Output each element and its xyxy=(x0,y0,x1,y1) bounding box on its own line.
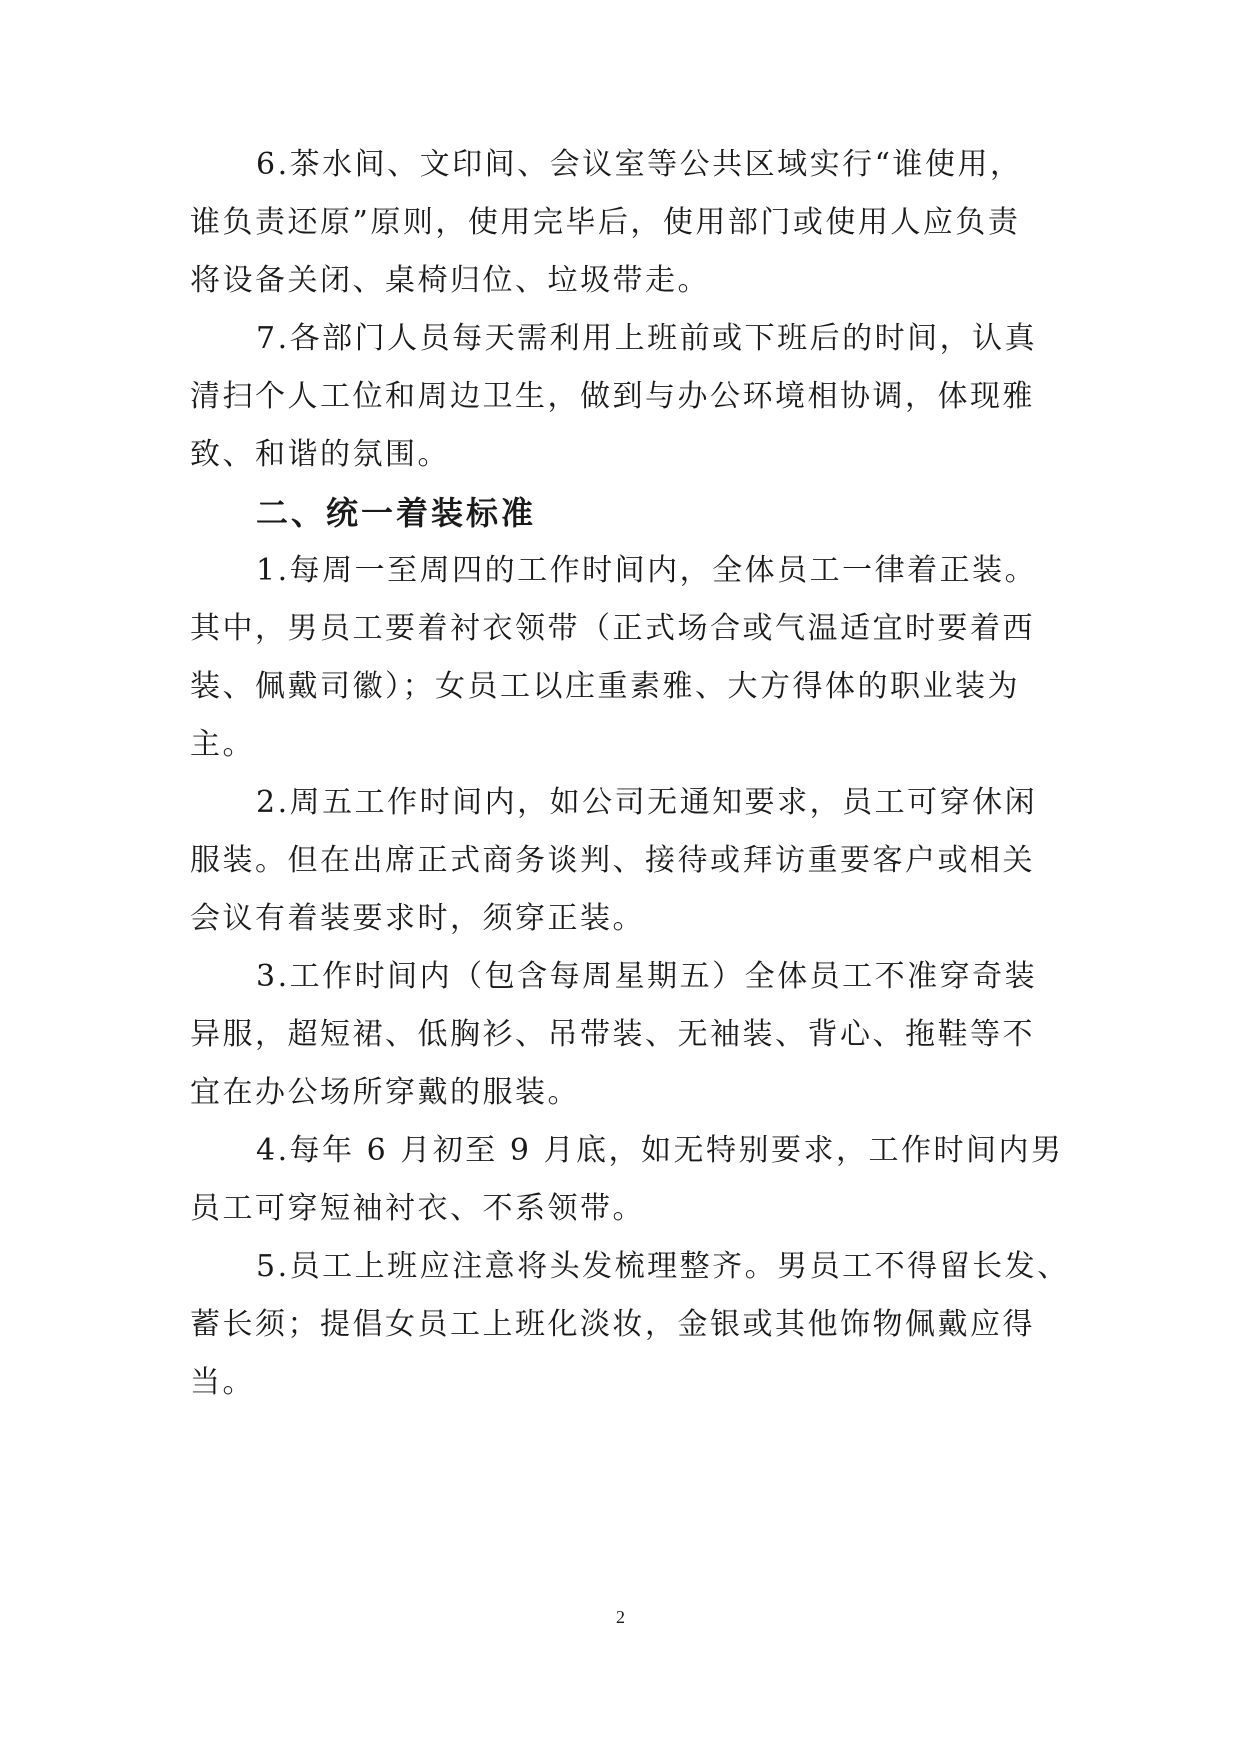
paragraph-line: 7.各部门人员每天需利用上班前或下班后的时间，认真 xyxy=(256,321,1038,356)
page-number: 2 xyxy=(616,1607,625,1627)
paragraph-line: 员工可穿短袖衬衣、不系领带。 xyxy=(190,1191,645,1226)
paragraph-line: 当。 xyxy=(190,1365,255,1400)
paragraph-line: 4.每年 6 月初至 9 月底，如无特别要求，工作时间内男 xyxy=(256,1133,1064,1168)
paragraph-line: 服装。但在出席正式商务谈判、接待或拜访重要客户或相关 xyxy=(190,843,1035,878)
paragraph-line: 将设备关闭、桌椅归位、垃圾带走。 xyxy=(190,263,710,298)
paragraph-line: 其中，男员工要着衬衣领带（正式场合或气温适宜时要着西 xyxy=(190,611,1035,646)
paragraph-line: 6.茶水间、文印间、会议室等公共区域实行“谁使用， xyxy=(256,147,1023,182)
paragraph-line: 会议有着装要求时，须穿正装。 xyxy=(190,901,645,936)
paragraph-line: 装、佩戴司徽）；女员工以庄重素雅、大方得体的职业装为 xyxy=(190,669,1020,704)
paragraph-line: 5.员工上班应注意将头发梳理整齐。男员工不得留长发、 xyxy=(256,1249,1070,1284)
paragraph-line: 致、和谐的氛围。 xyxy=(190,437,450,472)
section-heading: 二、统一着装标准 xyxy=(256,494,537,532)
paragraph-line: 异服，超短裙、低胸衫、吊带装、无袖装、背心、拖鞋等不 xyxy=(190,1017,1035,1052)
paragraph-line: 清扫个人工位和周边卫生，做到与办公环境相协调，体现雅 xyxy=(190,379,1035,414)
paragraph-line: 谁负责还原”原则，使用完毕后，使用部门或使用人应负责 xyxy=(190,205,1021,240)
paragraph-line: 3.工作时间内（包含每周星期五）全体员工不准穿奇装 xyxy=(256,959,1038,994)
paragraph-line: 主。 xyxy=(190,727,255,762)
paragraph-line: 宜在办公场所穿戴的服装。 xyxy=(190,1075,580,1110)
paragraph-line: 蓄长须；提倡女员工上班化淡妆，金银或其他饰物佩戴应得 xyxy=(190,1307,1035,1342)
paragraph-line: 2.周五工作时间内，如公司无通知要求，员工可穿休闲 xyxy=(256,785,1038,820)
paragraph-line: 1.每周一至周四的工作时间内，全体员工一律着正装。 xyxy=(256,553,1038,588)
